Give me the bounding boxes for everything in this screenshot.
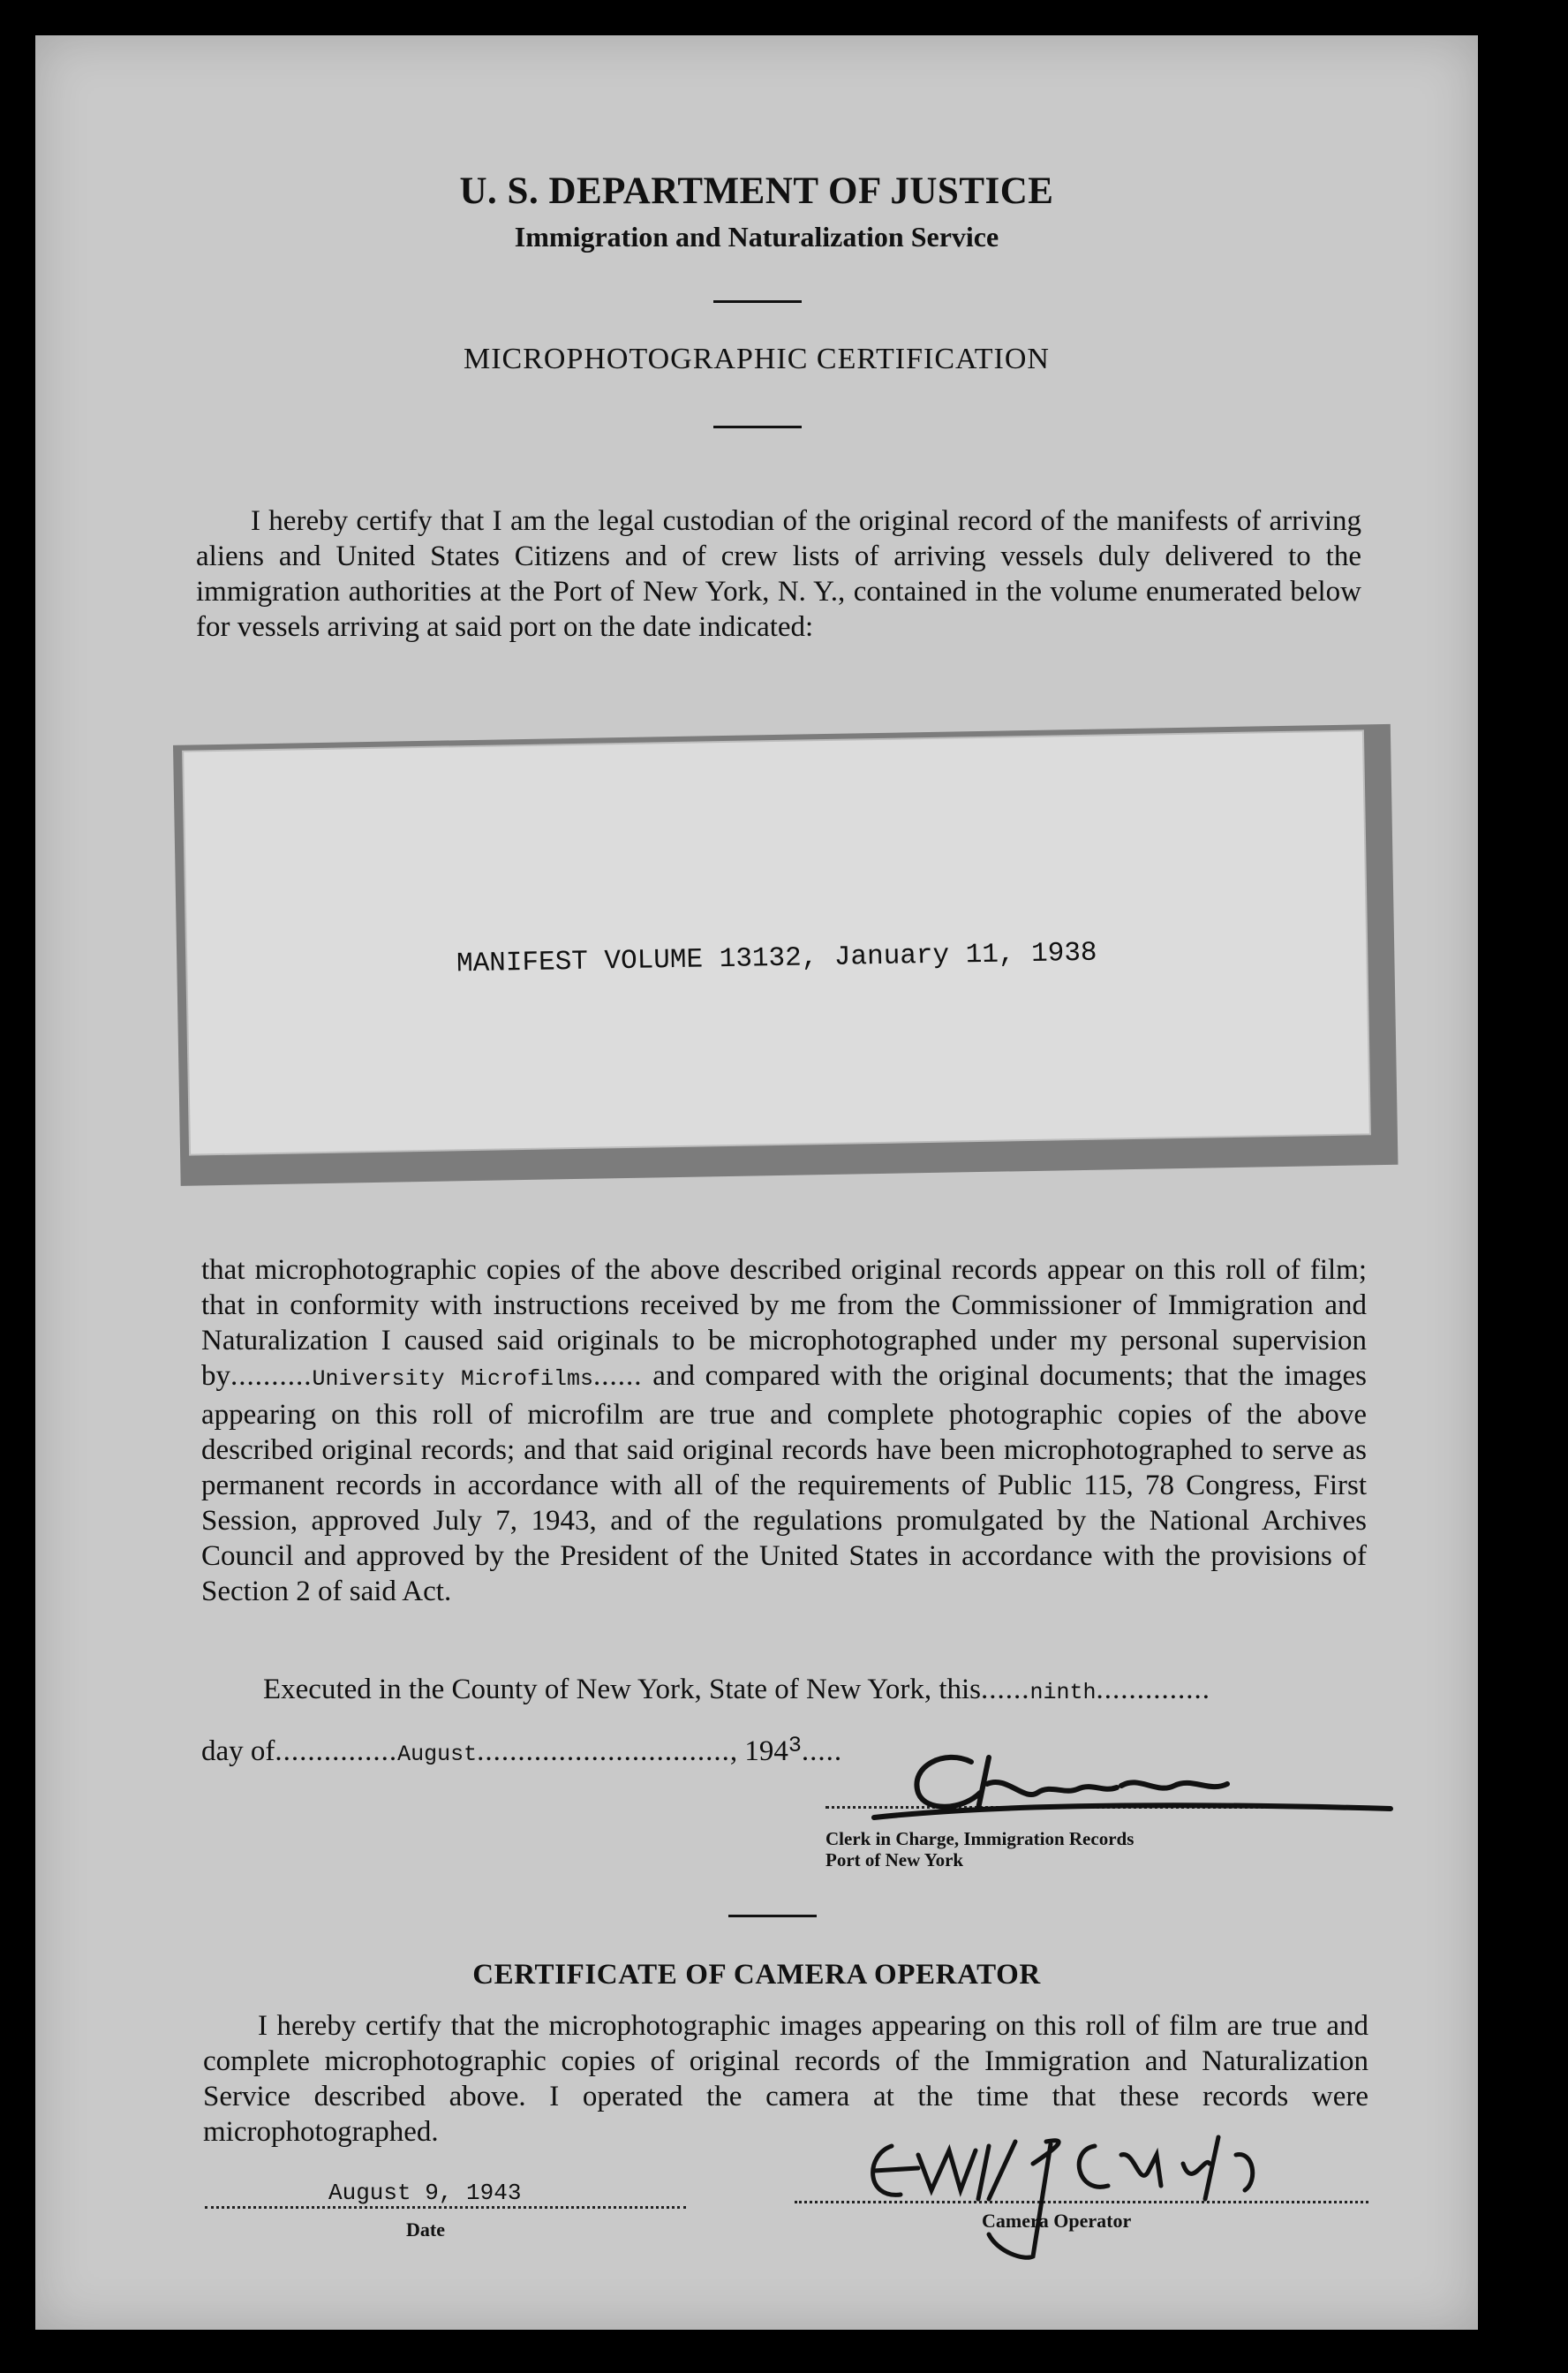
- manifest-volume-card: [184, 731, 1369, 1153]
- date-line: [201, 1735, 842, 1768]
- section-divider: [728, 1915, 817, 1917]
- operator-date-fill: August 9, 1943: [328, 2180, 522, 2206]
- clerk-caption: [825, 1828, 1134, 1870]
- body-text-after: and compared with the original documents; that the images appearing on this roll of microfilm are true and complete photographic copies of the above described original records; and that said original records have been microphotographed to serve as permanent records in accordance with all of the requirements of Public 115, 78 Congress, First Session, approved July 7, 1943, and of the regulations promulgated by the National Archives Council and approved by the President of the United States in accordance with the provisions of Section 2 of said Act.: [201, 1360, 1367, 1607]
- certification-body: [201, 1252, 1367, 1609]
- camera-operator-caption: Camera Operator: [982, 2210, 1132, 2232]
- fill-dots: ......: [981, 1674, 1030, 1705]
- body-text-before: that microphotographic copies of the above described original records appear on this roll of film; that in conformity with instructions received by me from the Commissioner of Immigration and Naturalization I caused said originals to be microphotographed under my personal supervision by: [201, 1254, 1367, 1392]
- fill-dots: ......: [593, 1360, 643, 1392]
- fill-dots: ...............................: [477, 1735, 730, 1767]
- year-fill: 3: [788, 1733, 802, 1758]
- day-fill: ninth: [1029, 1680, 1097, 1705]
- department-heading: U. S. DEPARTMENT OF JUSTICE: [459, 170, 1054, 212]
- fill-dots: ..........: [230, 1360, 313, 1392]
- fill-dots: ..............: [1096, 1674, 1211, 1705]
- execution-text: Executed in the County of New York, State of New York, this: [263, 1674, 982, 1705]
- supervisor-fill: University Microfilms: [312, 1366, 594, 1392]
- service-subheading: Immigration and Naturalization Service: [514, 221, 999, 253]
- clerk-signature: [874, 1731, 1395, 1828]
- certificate-document: [35, 35, 1478, 2330]
- clerk-caption-port: Port of New York: [825, 1849, 964, 1870]
- execution-line: [263, 1674, 1367, 1706]
- camera-operator-title: CERTIFICATE OF CAMERA OPERATOR: [472, 1959, 1041, 1991]
- intro-paragraph: I hereby certify that I am the legal custodian of the original record of the manifests of arriving aliens and United States Citizens and of crew lists of arriving vessels duly delivered to the immigration authorities at the Port of New York, N. Y., contained in the volume enumerated below for vessels arriving at said port on the date indicated:: [196, 505, 1361, 643]
- date-signature-line: [205, 2206, 686, 2209]
- month-fill: August: [397, 1742, 478, 1767]
- fill-dots: .....: [801, 1735, 843, 1767]
- fill-dots: ...............: [275, 1735, 398, 1767]
- certification-title: MICROPHOTOGRAPHIC CERTIFICATION: [463, 343, 1050, 375]
- day-of-label: day of: [201, 1735, 275, 1767]
- clerk-caption-title: Clerk in Charge, Immigration Records: [825, 1828, 1135, 1849]
- header-divider: [713, 300, 802, 303]
- camera-operator-paragraph: I hereby certify that the microphotographic images appearing on this roll of film are true and complete microphotographic copies of original records of the Immigration and Naturalization Service described above. I operated the camera at the time that these records were microphotographed.: [203, 2010, 1368, 2148]
- date-caption: Date: [406, 2218, 445, 2241]
- year-prefix: , 194: [729, 1735, 788, 1767]
- title-divider: [713, 426, 802, 428]
- camera-operator-signature: [856, 2102, 1333, 2261]
- manifest-volume-label: MANIFEST VOLUME 13132, January 11, 1938: [456, 937, 1097, 980]
